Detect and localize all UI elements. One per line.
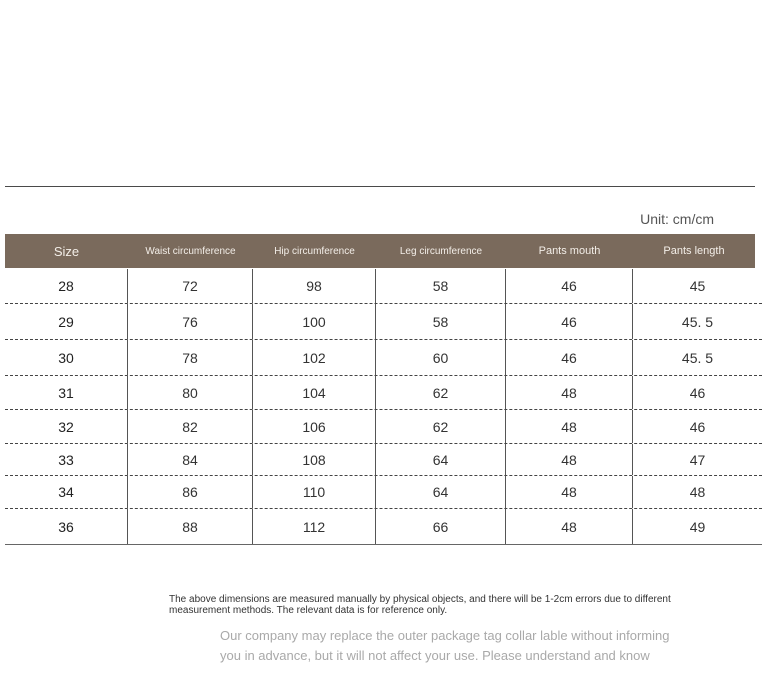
size-cell: 29 xyxy=(5,304,128,339)
header-pants-mouth: Pants mouth xyxy=(538,245,601,257)
measurement-cell: 60 xyxy=(376,340,506,375)
measurement-cell: 78 xyxy=(128,340,253,375)
size-cell: 34 xyxy=(5,476,128,508)
measurement-cell: 62 xyxy=(376,376,506,409)
measurement-cell: 47 xyxy=(689,451,706,468)
table-row xyxy=(5,269,762,304)
measurement-cell: 62 xyxy=(376,410,506,443)
measurement-cell: 106 xyxy=(253,410,376,443)
measurement-cell: 76 xyxy=(128,304,253,339)
measurement-cell: 46 xyxy=(689,418,706,435)
size-cell: 30 xyxy=(5,340,128,375)
unit-label: Unit: cm/cm xyxy=(640,211,714,227)
package-notice-line-1: Our company may replace the outer package tag collar lable without informing xyxy=(220,628,670,643)
measurement-cell: 58 xyxy=(376,269,506,303)
table-row xyxy=(5,410,762,444)
measurement-cell: 86 xyxy=(128,476,253,508)
header-size: Size xyxy=(53,243,80,259)
package-notice xyxy=(220,626,700,666)
table-row xyxy=(5,509,762,545)
table-row xyxy=(5,376,762,410)
measurement-cell: 72 xyxy=(128,269,253,303)
measurement-cell: 48 xyxy=(506,476,633,508)
measurement-cell: 46 xyxy=(506,304,633,339)
size-cell: 31 xyxy=(5,376,128,409)
measurement-cell: 48 xyxy=(506,410,633,443)
measurement-cell: 48 xyxy=(689,484,706,500)
measurement-cell: 64 xyxy=(376,476,506,508)
measurement-cell: 82 xyxy=(128,410,253,443)
measurement-cell: 46 xyxy=(506,340,633,375)
measurement-cell: 45 xyxy=(689,278,706,294)
measurement-cell: 45. 5 xyxy=(681,349,714,366)
measurement-cell: 48 xyxy=(506,509,633,544)
header-hip: Hip circumference xyxy=(274,245,355,257)
size-table-body xyxy=(5,269,762,545)
top-divider xyxy=(5,186,755,187)
measurement-note: The above dimensions are measured manually by physical objects, and there will be 1-2cm errors due to different measurement methods. The relevant data is for reference only. xyxy=(169,594,671,616)
measurement-cell: 102 xyxy=(253,340,376,375)
measurement-cell: 64 xyxy=(376,444,506,475)
measurement-cell: 66 xyxy=(376,509,506,544)
size-cell: 36 xyxy=(5,509,128,544)
measurement-cell: 46 xyxy=(689,384,706,401)
size-cell: 33 xyxy=(5,444,128,475)
table-row xyxy=(5,340,762,376)
size-table-header xyxy=(5,234,755,268)
measurement-cell: 45. 5 xyxy=(681,313,714,330)
table-row xyxy=(5,304,762,340)
measurement-cell: 58 xyxy=(376,304,506,339)
measurement-cell: 104 xyxy=(253,376,376,409)
size-cell: 28 xyxy=(5,269,128,303)
measurement-cell: 98 xyxy=(253,269,376,303)
measurement-cell: 108 xyxy=(253,444,376,475)
package-notice-line-2: you in advance, but it will not affect your use. Please understand and know xyxy=(220,648,650,663)
measurement-cell: 84 xyxy=(128,444,253,475)
measurement-cell: 80 xyxy=(128,376,253,409)
measurement-cell: 110 xyxy=(253,476,376,508)
table-row xyxy=(5,476,762,509)
measurement-cell: 48 xyxy=(506,376,633,409)
header-leg: Leg circumference xyxy=(399,245,483,257)
measurement-cell: 46 xyxy=(506,269,633,303)
header-waist: Waist circumference xyxy=(145,245,236,257)
measurement-cell: 88 xyxy=(128,509,253,544)
measurement-cell: 48 xyxy=(506,444,633,475)
table-row xyxy=(5,444,762,476)
measurement-cell: 112 xyxy=(253,509,376,544)
measurement-cell: 49 xyxy=(689,518,706,535)
header-pants-length: Pants length xyxy=(663,245,725,257)
measurement-cell: 100 xyxy=(253,304,376,339)
size-cell: 32 xyxy=(5,410,128,443)
